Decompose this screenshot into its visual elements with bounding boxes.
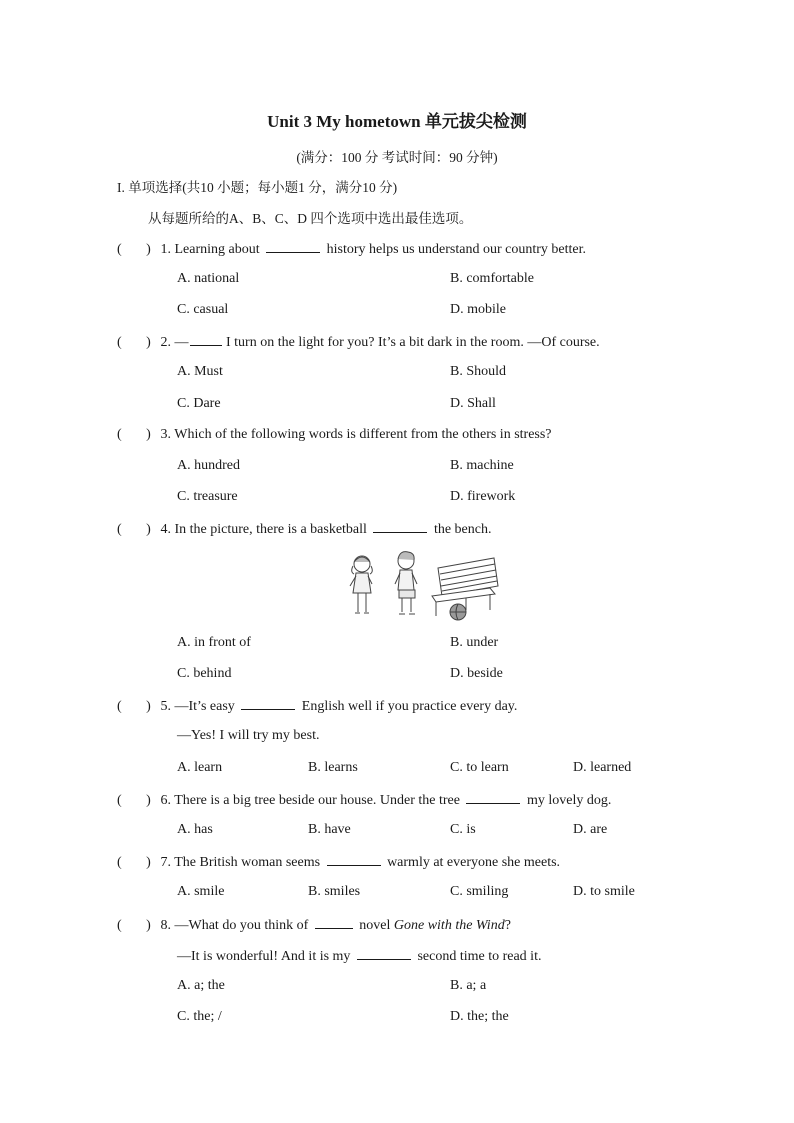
question-2 [117,333,600,351]
option-a: A. national [177,271,240,286]
option-a: A. hundred [177,458,240,473]
question-text: the bench. [430,522,492,537]
option-c: C. smiling [450,884,509,899]
option-d: D. the; the [450,1009,509,1024]
page-title: Unit 3 My hometown 单元拔尖检测 [267,112,527,131]
answer-blank[interactable] [190,333,222,346]
question-text-line2: —Yes! I will try my best. [177,728,320,743]
answer-bracket[interactable]: ( ) [117,335,151,350]
option-c: C. treasure [177,489,238,504]
option-a: A. in front of [177,635,251,650]
option-a: A. a; the [177,978,225,993]
question-number: 6. [160,793,171,808]
question-text: There is a big tree beside our house. Under the tree [174,793,464,808]
option-a: A. has [177,822,213,837]
question-text: I turn on the light for you? It’s a bit dark in the room. —Of course. [222,335,600,350]
question-3 [117,427,552,443]
option-b: B. machine [450,458,514,473]
answer-blank[interactable] [373,520,427,533]
option-a: A. smile [177,884,225,899]
option-b: B. have [308,822,351,837]
question-text: my lovely dog. [523,793,612,808]
question-text: history helps us understand our country better. [323,242,586,257]
answer-bracket[interactable]: ( ) [117,699,151,714]
answer-bracket[interactable]: ( ) [117,793,151,808]
answer-blank[interactable] [266,240,320,253]
basketball [450,604,466,620]
question-text: Which of the following words is different from the others in stress? [174,427,552,442]
option-c: C. the; / [177,1009,222,1024]
answer-bracket[interactable]: ( ) [117,918,151,933]
book-title: Gone with the Wind [393,918,505,933]
question-5 [117,697,517,715]
answer-bracket[interactable]: ( ) [117,427,151,442]
question-number: 2. [160,335,171,350]
option-c: C. is [450,822,476,837]
question-text-line2: —It is wonderful! And it is my second time to read it. [177,949,542,964]
question-text: novel [355,918,394,933]
option-b: B. smiles [308,884,361,899]
answer-blank[interactable] [315,916,353,929]
question-number: 4. [160,522,171,537]
option-b: B. under [450,635,499,650]
option-b: B. comfortable [450,271,534,286]
question-number: 1. [160,242,171,257]
answer-blank[interactable] [327,853,381,866]
option-d: D. beside [450,666,503,681]
answer-blank[interactable] [466,791,520,804]
option-b: B. a; a [450,978,487,993]
question-number: 5. [160,699,171,714]
question-text: Learning about [174,242,264,257]
option-b: B. Should [450,364,507,379]
answer-blank[interactable] [241,697,295,710]
option-d: D. mobile [450,302,506,317]
question-number: 3. [160,427,171,442]
option-d: D. learned [573,760,632,775]
boy-figure [395,552,417,614]
question-text: — [174,335,189,350]
question-6 [117,791,611,809]
exam-info: (满分：100 分 考试时间：90 分钟) [296,150,498,165]
question-text: —What do you think of [174,918,312,933]
option-c: C. Dare [177,396,221,411]
question-text: English well if you practice every day. [298,699,518,714]
question-text: —It’s easy [174,699,239,714]
section-heading: I. 单项选择(共10 小题；每小题1 分，满分10 分) [117,180,398,195]
option-d: D. are [573,822,608,837]
question-7 [117,853,560,871]
option-c: C. behind [177,666,232,681]
section-instruction: 从每题所给的A、B、C、D 四个选项中选出最佳选项。 [148,211,473,226]
answer-bracket[interactable]: ( ) [117,242,151,257]
answer-bracket[interactable]: ( ) [117,855,151,870]
option-b: B. learns [308,760,358,775]
question-number: 7. [160,855,171,870]
option-d: D. firework [450,489,516,504]
answer-bracket[interactable]: ( ) [117,522,151,537]
option-d: D. to smile [573,884,635,899]
girl-figure [350,556,372,613]
option-d: D. Shall [450,396,496,411]
question-text: ? [504,918,511,933]
question-text: The British woman seems [174,855,324,870]
option-a: A. learn [177,760,223,775]
option-c: C. casual [177,302,229,317]
option-a: A. Must [177,364,223,379]
option-c: C. to learn [450,760,509,775]
question-number: 8. [160,918,171,933]
question-4 [117,520,491,538]
question-8 [117,916,511,934]
question-text: warmly at everyone she meets. [383,855,561,870]
bench-picture [340,548,500,624]
question-1 [117,240,586,258]
question-text: In the picture, there is a basketball [174,522,371,537]
answer-blank[interactable] [357,947,411,960]
